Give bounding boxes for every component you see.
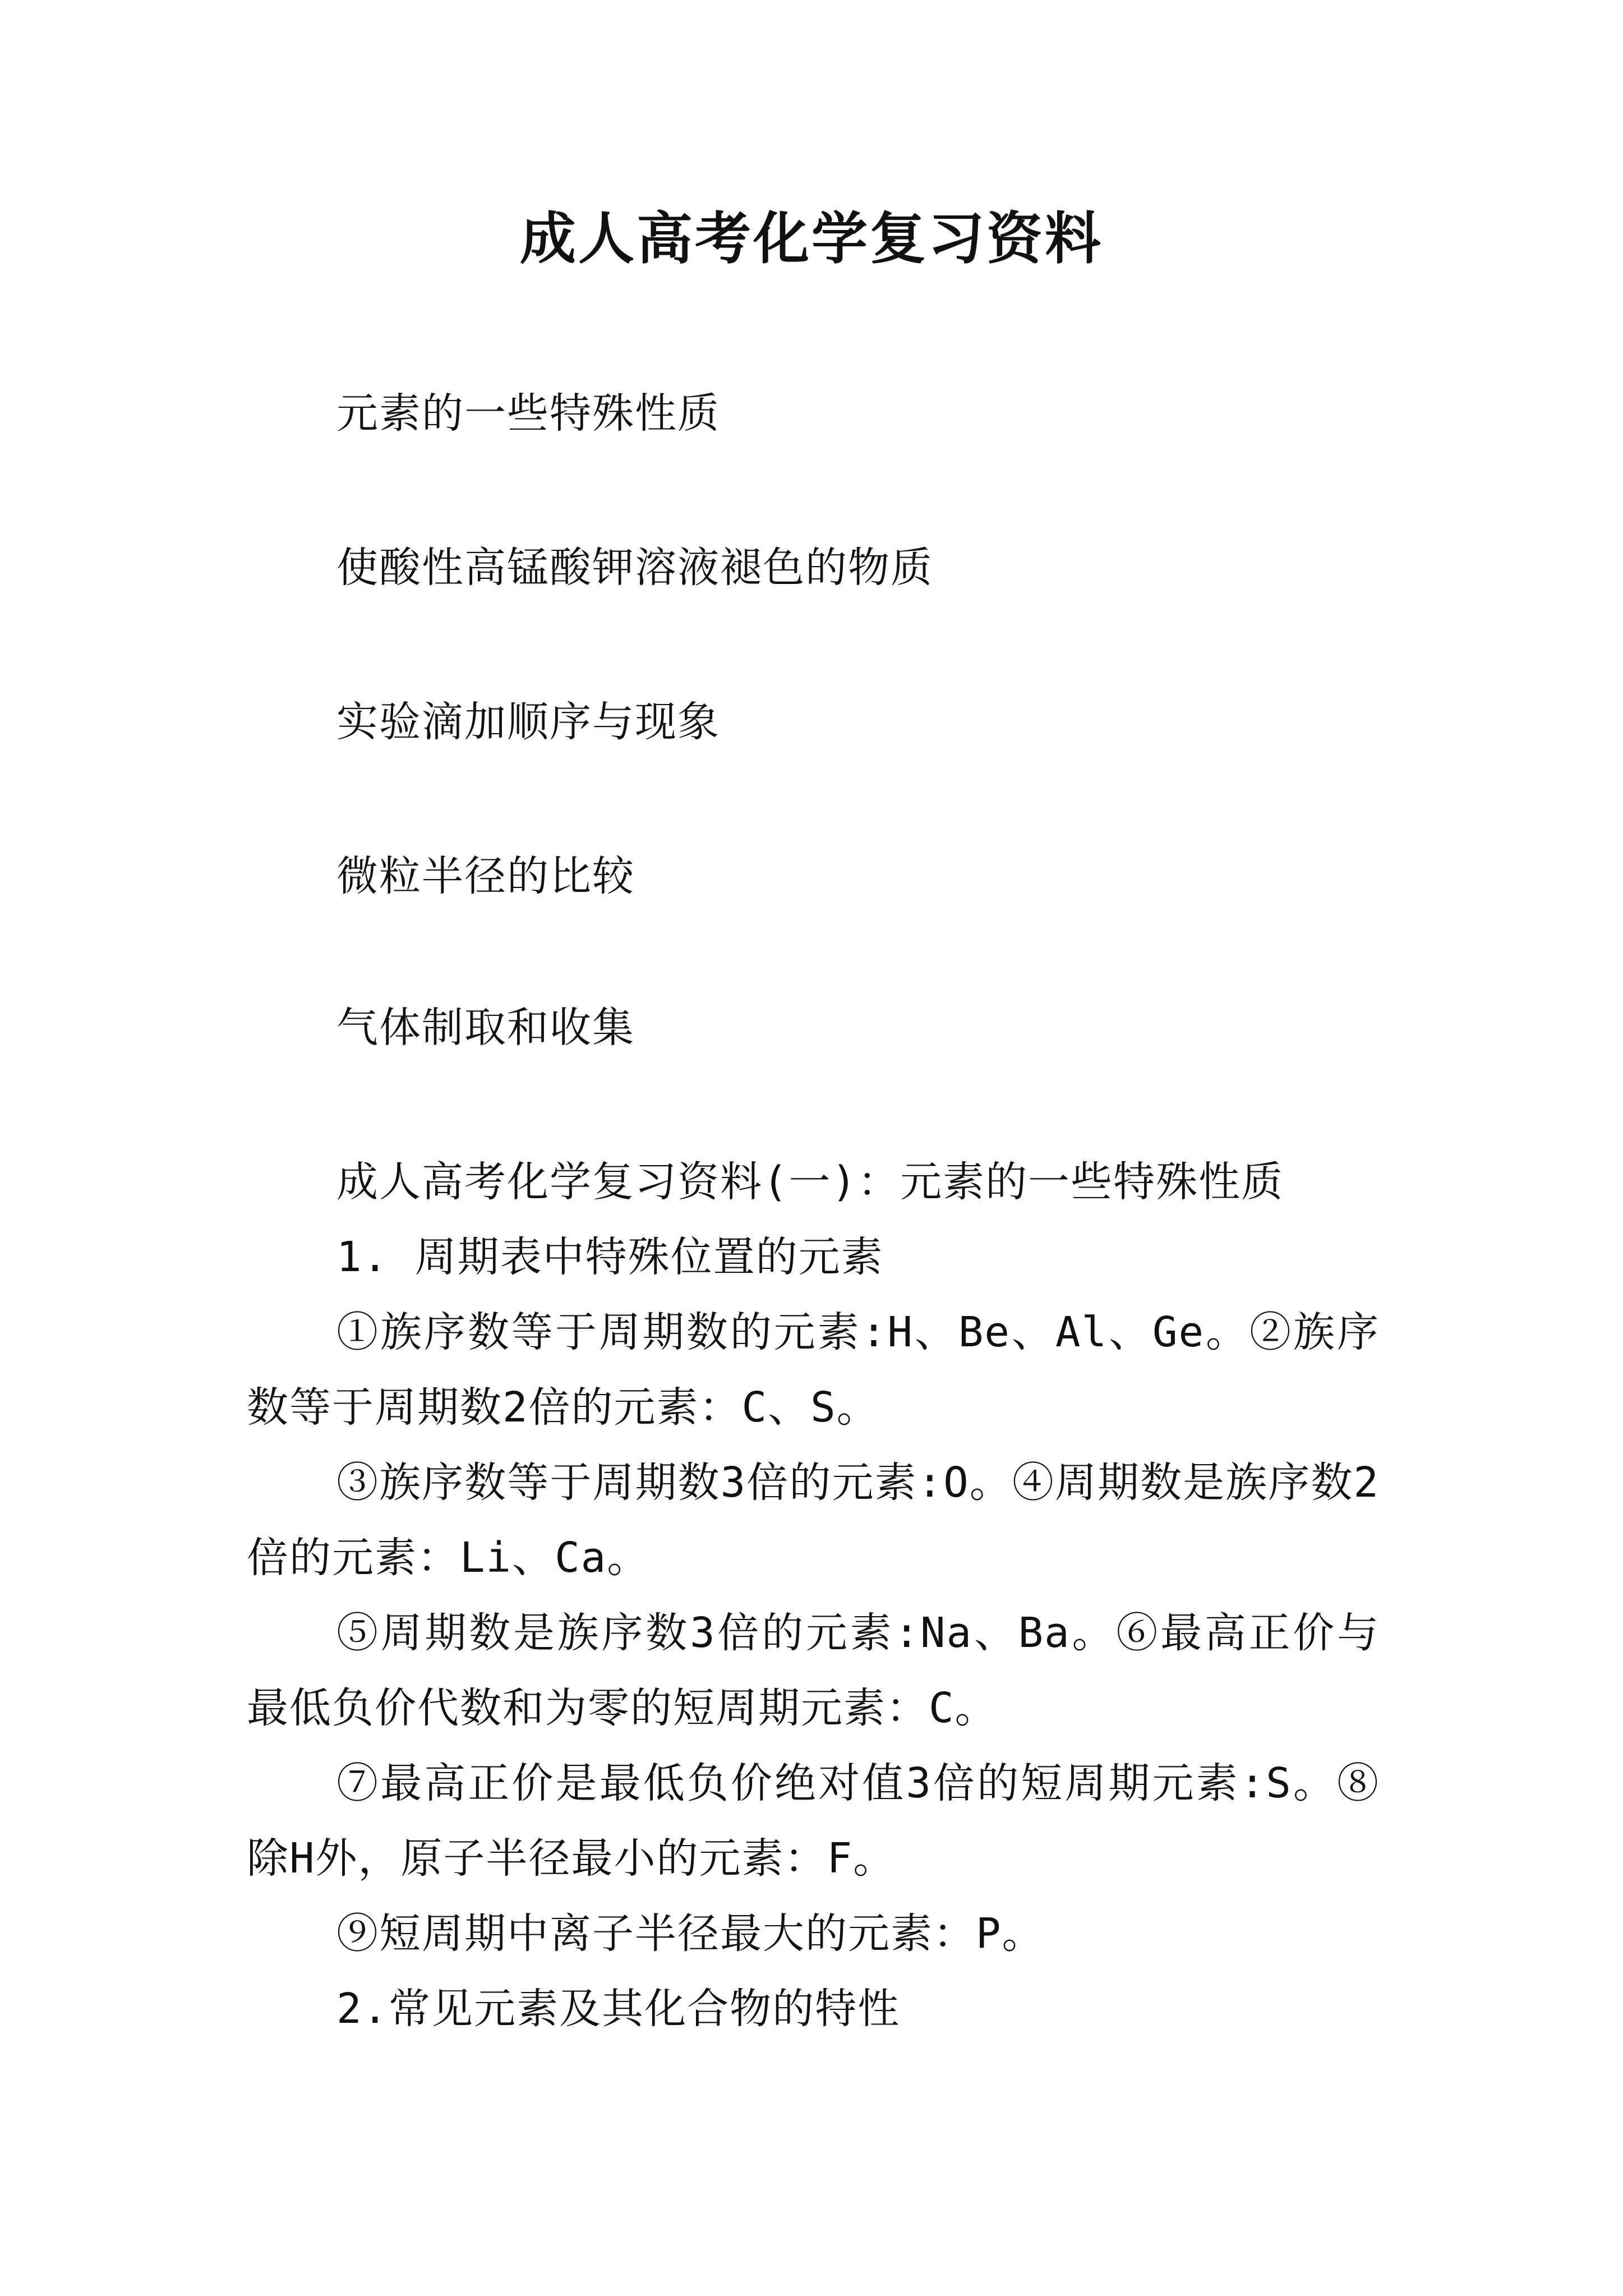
toc-item: 使酸性高锰酸钾溶液褪色的物质 [336,544,933,592]
toc-item: 实验滴加顺序与现象 [336,698,720,746]
body-text [247,1144,1380,2046]
body-paragraph: ⑤周期数是族序数3倍的元素:Na、Ba。⑥最高正价与最低负价代数和为零的短周期元素：C。 [247,1609,1380,1732]
subsection-heading: 2.常见元素及其化合物的特性 [336,1985,901,2033]
subsection-heading: 1. 周期表中特殊位置的元素 [336,1233,884,1281]
body-paragraph: ③族序数等于周期数3倍的元素:O。④周期数是族序数2倍的元素：Li、Ca。 [247,1458,1380,1582]
toc-item: 气体制取和收集 [336,1004,635,1052]
toc-item: 微粒半径的比较 [336,852,635,900]
toc-item: 元素的一些特殊性质 [336,389,720,438]
body-paragraph: ⑨短周期中离子半径最大的元素：P。 [336,1910,1045,1958]
body-paragraph: ①族序数等于周期数的元素:H、Be、Al、Ge。②族序数等于周期数2倍的元素：C、S。 [247,1308,1380,1432]
section-heading: 成人高考化学复习资料(一)：元素的一些特殊性质 [336,1158,1284,1206]
page-title: 成人高考化学复习资料 [520,205,1103,272]
body-paragraph: ⑦最高正价是最低负价绝对值3倍的短周期元素:S。⑧除H外，原子半径最小的元素：F。 [247,1759,1380,1883]
